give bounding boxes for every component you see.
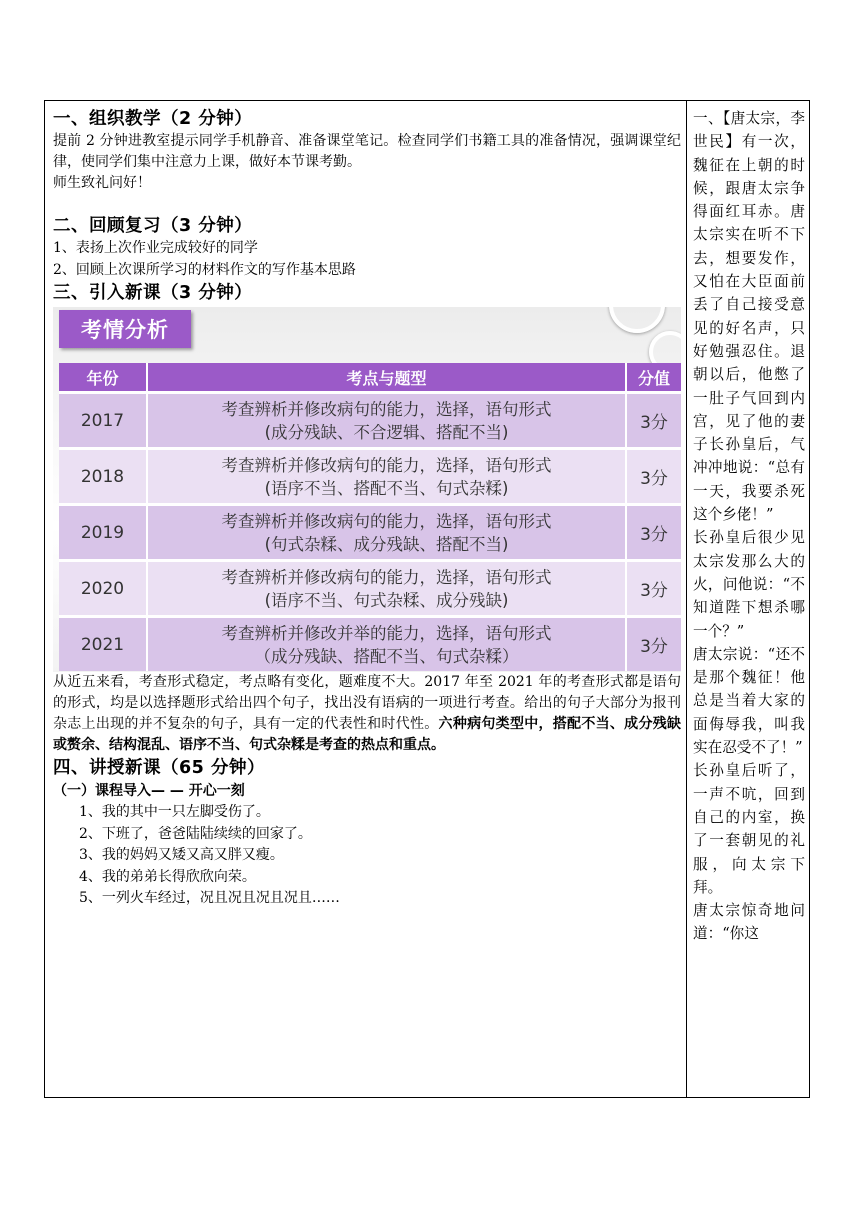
- list-item: 1、表扬上次作业完成较好的同学: [53, 240, 258, 256]
- lesson-plan-table: [44, 100, 810, 1098]
- score-cell: 3分: [627, 450, 681, 506]
- table-row: [59, 562, 681, 618]
- score-cell: 3分: [627, 618, 681, 671]
- analysis-paragraph: 从近五来看，考查形式稳定，考点略有变化，题难度不大。2017 年至 2021 年的考查形式都是语句的形式，均是以选择题形式给出四个句子，找出没有语病的一项进行考查。给出的句子大部分为报刊杂志上出现的并不复杂的句子，具有一定的代表性和时代性。六种病句类型中，搭配不当、成分残缺或赘余、结构混乱、语序不当、句式杂糅是考查的热点和重点。: [53, 674, 682, 753]
- section-4-subtitle: （一）课程导入— — 开心一刻: [53, 783, 245, 799]
- side-paragraph: 唐太宗说：“还不是那个魏征！他总是当着大家的面侮辱我，叫我实在忍受不了！”: [693, 645, 805, 757]
- score-cell: 3分: [627, 394, 681, 450]
- topic-cell: 考查辨析并修改病句的能力，选择，语句形式 (成分残缺、不合逻辑、搭配不当): [148, 394, 627, 450]
- score-cell: 3分: [627, 506, 681, 562]
- list-item: 2、下班了，爸爸陆陆续续的回家了。: [79, 825, 312, 842]
- side-paragraph: 长孙皇后听了，一声不吭，回到自己的内室，换了一套朝见的礼服，向太宗下拜。: [693, 762, 805, 896]
- section-1-greeting: 师生致礼问好！: [53, 175, 151, 191]
- topic-cell: 考查辨析并修改病句的能力，选择，语句形式 (句式杂糅、成分残缺、搭配不当): [148, 506, 627, 562]
- section-2-title: 二、回顾复习（3 分钟）: [53, 216, 253, 236]
- main-column: [53, 107, 681, 910]
- header-topic: 考点与题型: [148, 363, 627, 394]
- table-row: [59, 506, 681, 562]
- side-paragraph: 一、【唐太宗，李世民】有一次，魏征在上朝的时候，跟唐太宗争得面红耳赤。唐太宗实在听不下去，想要发作，又怕在大臣面前丢了自己接受意见的好名声，只好勉强忍住。退朝以后，他憋了一肚子气回到内宫，见了他的妻子长孙皇后，气冲冲地说：“总有一天，我要杀死这个乡佬！”: [693, 110, 805, 524]
- exam-analysis-slide: [53, 307, 681, 672]
- column-divider: [686, 101, 687, 1097]
- section-3-title: 三、引入新课（3 分钟）: [53, 283, 253, 303]
- year-cell: 2020: [59, 562, 148, 618]
- side-paragraph: 唐太宗惊奇地问道：“你这: [693, 902, 805, 943]
- side-notes-column: [693, 107, 805, 946]
- table-row: [59, 450, 681, 506]
- exam-analysis-table: [59, 363, 681, 671]
- list-item: 5、一列火车经过，况且况且况且况且……: [79, 890, 340, 906]
- section-4-title: 四、讲授新课（65 分钟）: [53, 758, 265, 778]
- section-1-paragraph: 提前 2 分钟进教室提示同学手机静音、准备课堂笔记。检查同学们书籍工具的准备情况，强调课堂纪律，使同学们集中注意力上课，做好本节课考勤。: [53, 133, 681, 170]
- topic-cell: 考查辨析并修改并举的能力，选择，语句形式 （成分残缺、搭配不当、句式杂糅）: [148, 618, 627, 671]
- table-row: [59, 394, 681, 450]
- list-item: 3、我的妈妈又矮又高又胖又瘦。: [79, 847, 284, 863]
- list-item: 1、我的其中一只左脚受伤了。: [79, 804, 270, 820]
- year-cell: 2021: [59, 618, 148, 671]
- section-1-title: 一、组织教学（2 分钟）: [53, 109, 253, 129]
- score-cell: 3分: [627, 562, 681, 618]
- topic-cell: 考查辨析并修改病句的能力，选择，语句形式 (语序不当、句式杂糅、成分残缺): [148, 562, 627, 618]
- list-item: 4、我的弟弟长得欣欣向荣。: [79, 868, 256, 885]
- year-cell: 2019: [59, 506, 148, 562]
- header-score: 分值: [627, 363, 681, 394]
- year-cell: 2017: [59, 394, 148, 450]
- header-year: 年份: [59, 363, 148, 394]
- decorative-circle: [609, 307, 665, 333]
- topic-cell: 考查辨析并修改病句的能力，选择，语句形式 (语序不当、搭配不当、句式杂糅): [148, 450, 627, 506]
- analysis-emphasis: 六种病句类型中，搭配不当、成分残缺或赘余、结构混乱、语序不当、句式杂糅是考查的热点和重点。: [53, 716, 682, 753]
- table-row: [59, 618, 681, 671]
- slide-title: 考情分析: [59, 310, 191, 348]
- joke-list: [53, 802, 681, 910]
- year-cell: 2018: [59, 450, 148, 506]
- side-paragraph: 长孙皇后很少见太宗发那么大的火，问他说：“不知道陛下想杀哪一个？”: [693, 529, 805, 640]
- list-item: 2、回顾上次课所学习的材料作文的写作基本思路: [53, 261, 356, 278]
